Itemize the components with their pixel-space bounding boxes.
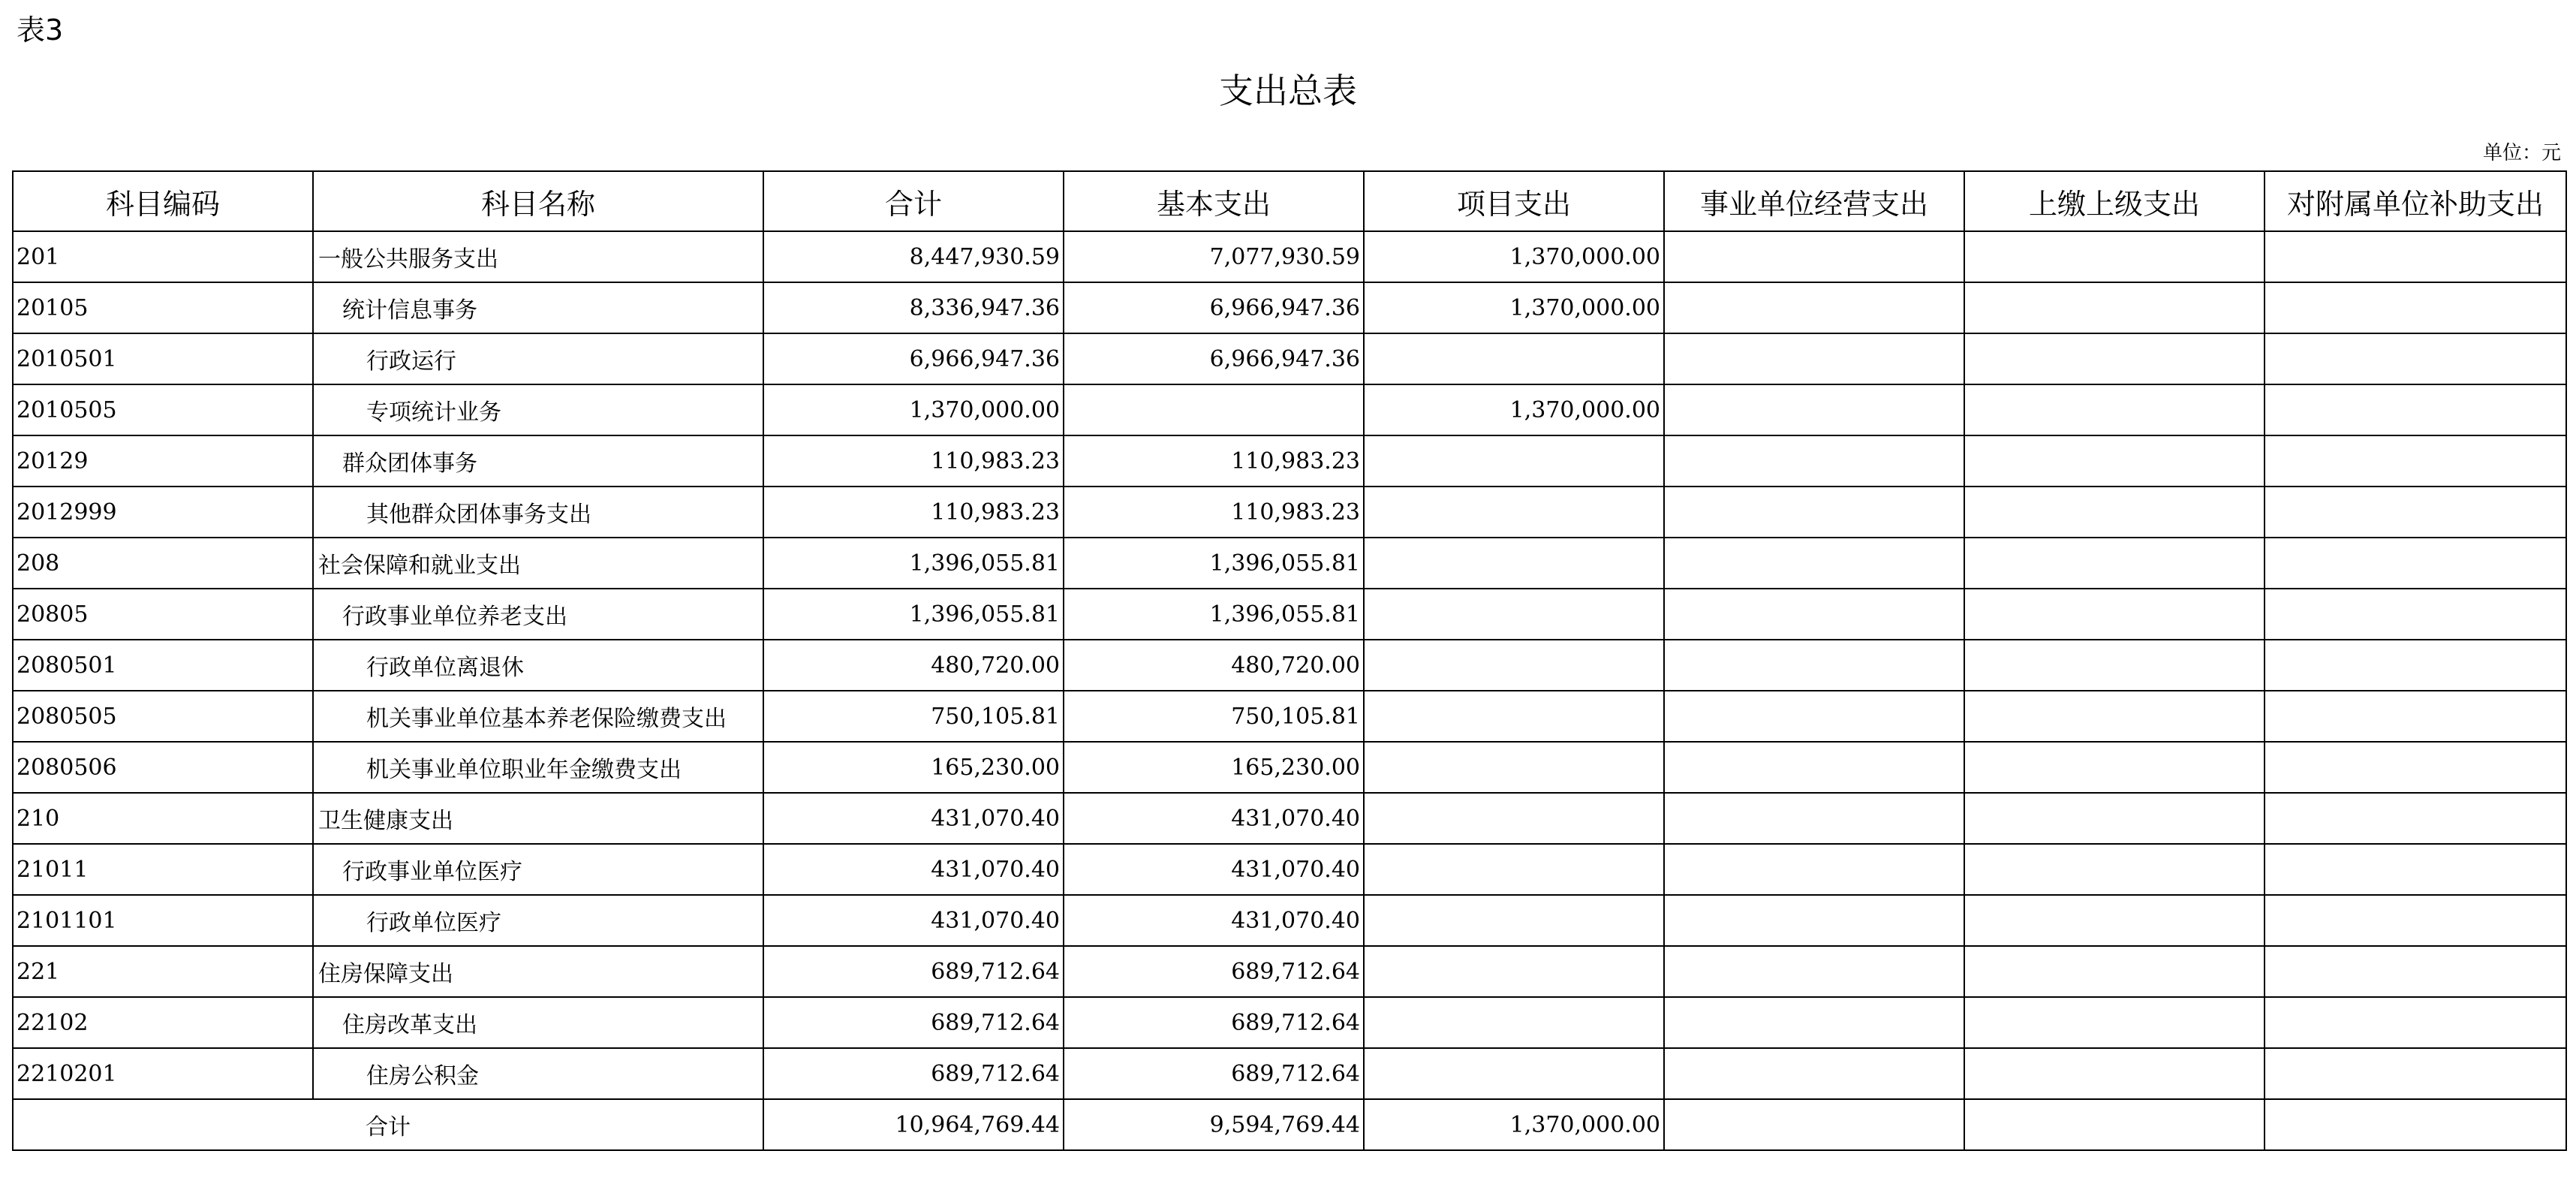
- cell-code: 2010505: [13, 384, 313, 435]
- column-header-subsidy: 对附属单位补助支出: [2265, 171, 2566, 231]
- cell-total: 689,712.64: [763, 946, 1064, 997]
- table-row: [13, 895, 2566, 946]
- cell-total: 750,105.81: [763, 691, 1064, 742]
- cell-upper: [1964, 844, 2265, 895]
- cell-name: 社会保障和就业支出: [313, 538, 763, 589]
- cell-basic: 165,230.00: [1064, 742, 1364, 793]
- cell-upper: [1964, 946, 2265, 997]
- page-title: 支出总表: [1219, 71, 1357, 111]
- cell-upper: [1964, 895, 2265, 946]
- expenditure-table: [12, 170, 2567, 1151]
- cell-basic: 110,983.23: [1064, 487, 1364, 538]
- cell-business: [1664, 946, 1964, 997]
- cell-basic: 431,070.40: [1064, 844, 1364, 895]
- cell-business: [1664, 282, 1964, 333]
- cell-name: 行政运行: [313, 333, 763, 384]
- cell-code: 2012999: [13, 487, 313, 538]
- totals-subsidy: [2265, 1099, 2566, 1150]
- cell-subsidy: [2265, 333, 2566, 384]
- column-header-upper: 上缴上级支出: [1964, 171, 2265, 231]
- cell-code: 208: [13, 538, 313, 589]
- table-row: [13, 435, 2566, 487]
- column-header-project: 项目支出: [1364, 171, 1664, 231]
- cell-name: 专项统计业务: [313, 384, 763, 435]
- cell-upper: [1964, 640, 2265, 691]
- cell-upper: [1964, 231, 2265, 282]
- cell-basic: 1,396,055.81: [1064, 538, 1364, 589]
- cell-upper: [1964, 487, 2265, 538]
- cell-upper: [1964, 589, 2265, 640]
- cell-subsidy: [2265, 1048, 2566, 1099]
- totals-basic: 9,594,769.44: [1064, 1099, 1364, 1150]
- cell-name: 群众团体事务: [313, 435, 763, 487]
- cell-name: 机关事业单位职业年金缴费支出: [313, 742, 763, 793]
- cell-code: 2101101: [13, 895, 313, 946]
- cell-basic: 689,712.64: [1064, 946, 1364, 997]
- cell-upper: [1964, 435, 2265, 487]
- cell-subsidy: [2265, 946, 2566, 997]
- table-row: [13, 487, 2566, 538]
- cell-project: [1364, 742, 1664, 793]
- cell-project: [1364, 435, 1664, 487]
- column-header-total: 合计: [763, 171, 1064, 231]
- cell-name: 住房公积金: [313, 1048, 763, 1099]
- cell-subsidy: [2265, 384, 2566, 435]
- column-header-name: 科目名称: [313, 171, 763, 231]
- cell-code: 2080505: [13, 691, 313, 742]
- cell-project: [1364, 333, 1664, 384]
- cell-code: 22102: [13, 997, 313, 1048]
- totals-project: 1,370,000.00: [1364, 1099, 1664, 1150]
- table-row: [13, 384, 2566, 435]
- cell-code: 201: [13, 231, 313, 282]
- cell-basic: 689,712.64: [1064, 997, 1364, 1048]
- cell-code: 2080501: [13, 640, 313, 691]
- cell-business: [1664, 997, 1964, 1048]
- totals-business: [1664, 1099, 1964, 1150]
- cell-name: 统计信息事务: [313, 282, 763, 333]
- cell-business: [1664, 231, 1964, 282]
- cell-basic: 480,720.00: [1064, 640, 1364, 691]
- cell-project: [1364, 640, 1664, 691]
- cell-code: 2010501: [13, 333, 313, 384]
- cell-project: [1364, 793, 1664, 844]
- cell-business: [1664, 333, 1964, 384]
- cell-upper: [1964, 282, 2265, 333]
- cell-subsidy: [2265, 844, 2566, 895]
- cell-name: 卫生健康支出: [313, 793, 763, 844]
- cell-name: 其他群众团体事务支出: [313, 487, 763, 538]
- cell-total: 1,396,055.81: [763, 538, 1064, 589]
- cell-subsidy: [2265, 742, 2566, 793]
- cell-total: 431,070.40: [763, 793, 1064, 844]
- cell-upper: [1964, 1048, 2265, 1099]
- cell-project: [1364, 895, 1664, 946]
- table-header-row: [13, 171, 2566, 231]
- cell-project: 1,370,000.00: [1364, 231, 1664, 282]
- cell-code: 21011: [13, 844, 313, 895]
- cell-subsidy: [2265, 538, 2566, 589]
- column-header-code: 科目编码: [13, 171, 313, 231]
- cell-subsidy: [2265, 793, 2566, 844]
- cell-name: 行政事业单位医疗: [313, 844, 763, 895]
- cell-total: 1,370,000.00: [763, 384, 1064, 435]
- table-row: [13, 640, 2566, 691]
- cell-name: 住房保障支出: [313, 946, 763, 997]
- column-header-business: 事业单位经营支出: [1664, 171, 1964, 231]
- cell-name: 行政单位医疗: [313, 895, 763, 946]
- table-row: [13, 1048, 2566, 1099]
- cell-basic: 689,712.64: [1064, 1048, 1364, 1099]
- cell-upper: [1964, 384, 2265, 435]
- cell-basic: 7,077,930.59: [1064, 231, 1364, 282]
- cell-basic: 431,070.40: [1064, 793, 1364, 844]
- table-number-label: 表3: [17, 14, 64, 47]
- table-row: [13, 333, 2566, 384]
- cell-subsidy: [2265, 895, 2566, 946]
- cell-basic: 110,983.23: [1064, 435, 1364, 487]
- cell-total: 689,712.64: [763, 997, 1064, 1048]
- cell-project: 1,370,000.00: [1364, 282, 1664, 333]
- cell-business: [1664, 793, 1964, 844]
- unit-label: 单位：元: [2482, 142, 2561, 164]
- cell-business: [1664, 844, 1964, 895]
- table-row: [13, 997, 2566, 1048]
- cell-upper: [1964, 997, 2265, 1048]
- column-header-basic: 基本支出: [1064, 171, 1364, 231]
- table-row: [13, 793, 2566, 844]
- cell-upper: [1964, 691, 2265, 742]
- table-row: [13, 538, 2566, 589]
- cell-code: 20129: [13, 435, 313, 487]
- cell-project: [1364, 1048, 1664, 1099]
- cell-subsidy: [2265, 231, 2566, 282]
- cell-business: [1664, 435, 1964, 487]
- cell-business: [1664, 640, 1964, 691]
- cell-code: 2080506: [13, 742, 313, 793]
- cell-business: [1664, 895, 1964, 946]
- cell-code: 221: [13, 946, 313, 997]
- cell-subsidy: [2265, 487, 2566, 538]
- cell-subsidy: [2265, 435, 2566, 487]
- table-row: [13, 589, 2566, 640]
- cell-total: 110,983.23: [763, 487, 1064, 538]
- cell-basic: 1,396,055.81: [1064, 589, 1364, 640]
- cell-subsidy: [2265, 640, 2566, 691]
- table-row: [13, 282, 2566, 333]
- cell-upper: [1964, 538, 2265, 589]
- cell-name: 行政事业单位养老支出: [313, 589, 763, 640]
- table-row: [13, 691, 2566, 742]
- cell-name: 住房改革支出: [313, 997, 763, 1048]
- cell-project: [1364, 946, 1664, 997]
- totals-upper: [1964, 1099, 2265, 1150]
- cell-upper: [1964, 793, 2265, 844]
- cell-code: 20105: [13, 282, 313, 333]
- cell-project: [1364, 538, 1664, 589]
- cell-basic: 6,966,947.36: [1064, 333, 1364, 384]
- cell-code: 2210201: [13, 1048, 313, 1099]
- cell-project: [1364, 997, 1664, 1048]
- table-row: [13, 231, 2566, 282]
- cell-subsidy: [2265, 997, 2566, 1048]
- cell-upper: [1964, 333, 2265, 384]
- cell-name: 机关事业单位基本养老保险缴费支出: [313, 691, 763, 742]
- cell-subsidy: [2265, 691, 2566, 742]
- cell-subsidy: [2265, 282, 2566, 333]
- cell-project: [1364, 487, 1664, 538]
- cell-total: 8,447,930.59: [763, 231, 1064, 282]
- cell-business: [1664, 691, 1964, 742]
- cell-total: 6,966,947.36: [763, 333, 1064, 384]
- cell-business: [1664, 589, 1964, 640]
- totals-row: [13, 1099, 2566, 1150]
- cell-project: [1364, 844, 1664, 895]
- cell-business: [1664, 538, 1964, 589]
- cell-project: [1364, 691, 1664, 742]
- cell-total: 165,230.00: [763, 742, 1064, 793]
- cell-total: 431,070.40: [763, 844, 1064, 895]
- table-row: [13, 742, 2566, 793]
- cell-project: 1,370,000.00: [1364, 384, 1664, 435]
- cell-basic: [1064, 384, 1364, 435]
- cell-basic: 6,966,947.36: [1064, 282, 1364, 333]
- cell-total: 689,712.64: [763, 1048, 1064, 1099]
- cell-name: 行政单位离退休: [313, 640, 763, 691]
- totals-total: 10,964,769.44: [763, 1099, 1064, 1150]
- cell-code: 20805: [13, 589, 313, 640]
- cell-business: [1664, 487, 1964, 538]
- table-row: [13, 844, 2566, 895]
- cell-upper: [1964, 742, 2265, 793]
- cell-business: [1664, 1048, 1964, 1099]
- cell-business: [1664, 742, 1964, 793]
- cell-basic: 750,105.81: [1064, 691, 1364, 742]
- cell-name: 一般公共服务支出: [313, 231, 763, 282]
- table-row: [13, 946, 2566, 997]
- cell-total: 8,336,947.36: [763, 282, 1064, 333]
- cell-code: 210: [13, 793, 313, 844]
- cell-total: 480,720.00: [763, 640, 1064, 691]
- cell-total: 1,396,055.81: [763, 589, 1064, 640]
- cell-total: 110,983.23: [763, 435, 1064, 487]
- cell-business: [1664, 384, 1964, 435]
- totals-label: 合计: [13, 1099, 763, 1150]
- cell-project: [1364, 589, 1664, 640]
- cell-total: 431,070.40: [763, 895, 1064, 946]
- cell-basic: 431,070.40: [1064, 895, 1364, 946]
- cell-subsidy: [2265, 589, 2566, 640]
